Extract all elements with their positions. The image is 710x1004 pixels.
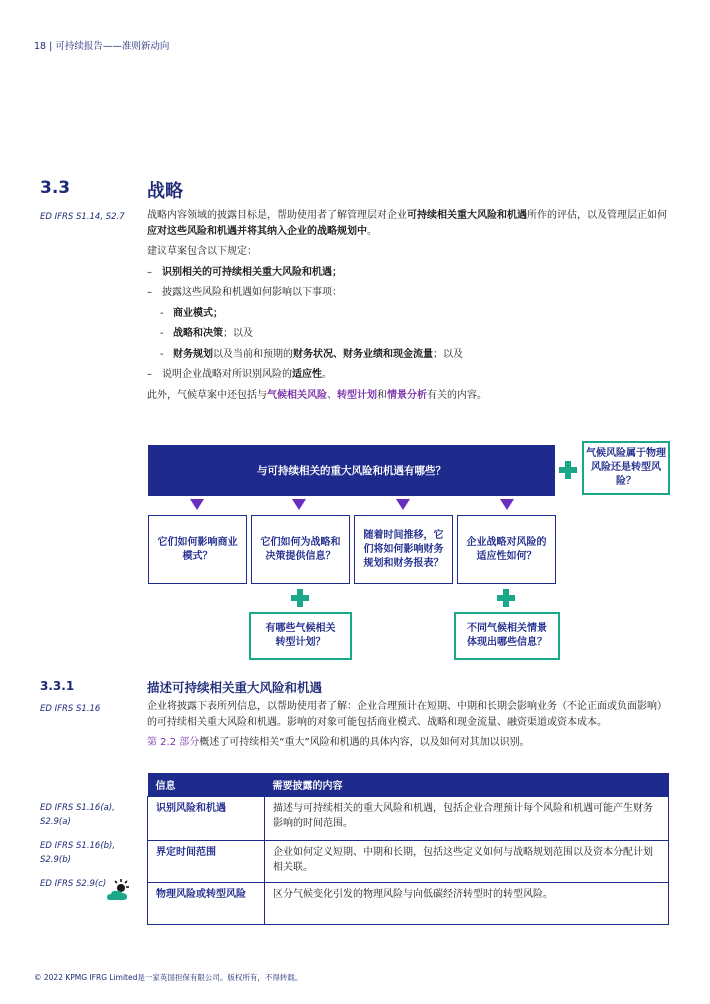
diagram-side-box: 气候风险属于物理风险还是转型风险？ xyxy=(582,441,670,495)
table-cell: 企业如何定义短期、中期和长期，包括这些定义如何与战略规划范围以及资本分配计划相关联。 xyxy=(265,841,669,883)
table-row xyxy=(148,883,669,925)
section-body xyxy=(147,208,675,408)
list-subitem: - 商业模式； xyxy=(160,307,223,319)
subsection-link-paragraph: 第 2.2 部分概述了可持续相关“重大”风险和机遇的具体内容，以及如何对其加以识别。 xyxy=(147,737,530,748)
section-ref: ED IFRS S1.14, S2.7 xyxy=(40,212,125,222)
table-row-ref: ED IFRS S1.16(b), S2.9(b) xyxy=(40,841,116,865)
subsection-number: 3.3.1 xyxy=(40,679,75,693)
table-header: 需要披露的内容 xyxy=(265,773,669,797)
subsection-ref: ED IFRS S1.16 xyxy=(40,704,101,714)
subsection-body xyxy=(147,699,675,756)
page-footer: © 2022 KPMG IFRG Limited是一家英国担保有限公司。版权所有，不得转载。 xyxy=(34,973,303,982)
table-row xyxy=(148,841,669,883)
table-cell: 识别风险和机遇 xyxy=(148,797,265,841)
section-link[interactable]: 第 2.2 部分 xyxy=(147,737,200,748)
table-header: 信息 xyxy=(148,773,265,797)
table-cell: 描述与可持续相关的重大风险和机遇，包括企业合理预计每个风险和机遇可能产生财务影响的时间范围。 xyxy=(265,797,669,841)
subsection-title: 描述可持续相关重大风险和机遇 xyxy=(147,680,323,695)
diagram-question-box: 随着时间推移，它们将如何影响财务规划和财务报表？ xyxy=(354,515,453,584)
rules-intro: 建议草案包含以下规定： xyxy=(147,246,257,257)
diagram-top-box: 与可持续相关的重大风险和机遇有哪些？ xyxy=(148,445,555,496)
page-header: 18 | 可持续报告——准则新动向 xyxy=(34,41,170,52)
list-item: – 披露这些风险和机遇如何影响以下事项： xyxy=(147,287,342,298)
climate-paragraph: 此外，气候草案中还包括与气候相关风险、转型计划和情景分析有关的内容。 xyxy=(147,389,487,401)
list-item: – 识别相关的可持续相关重大风险和机遇； xyxy=(147,266,342,278)
section-title: 战略 xyxy=(147,181,183,202)
arrow-down-icon xyxy=(500,499,514,510)
arrow-down-icon xyxy=(396,499,410,510)
diagram-bottom-box: 有哪些气候相关转型计划？ xyxy=(249,612,352,660)
diagram-bottom-box: 不同气候相关情景体现出哪些信息？ xyxy=(454,612,560,660)
list-item: – 说明企业战略对所识别风险的适应性。 xyxy=(147,369,332,380)
table-cell: 区分气候变化引发的物理风险与向低碳经济转型时的转型风险。 xyxy=(265,883,669,925)
plus-icon xyxy=(291,589,309,607)
subsection-paragraph: 企业将披露下表所列信息，以帮助使用者了解：企业合理预计在短期、中期和长期会影响业务（不论正面或负面影响）的可持续相关重大风险和机遇。影响的对象可能包括商业模式、战略和现金流量、融资渠道或资本成本。 xyxy=(147,701,667,728)
section-number: 3.3 xyxy=(40,178,71,198)
rules-list xyxy=(147,265,675,383)
sun-cloud-icon xyxy=(106,878,132,908)
diagram-question-box: 企业战略对风险的适应性如何？ xyxy=(457,515,556,584)
disclosure-table xyxy=(147,773,669,925)
arrow-down-icon xyxy=(292,499,306,510)
diagram-question-box: 它们如何为战略和决策提供信息？ xyxy=(251,515,350,584)
table-row-ref: ED IFRS S2.9(c) xyxy=(40,879,107,889)
table-row xyxy=(148,797,669,841)
table-cell: 物理风险或转型风险 xyxy=(148,883,265,925)
table-cell: 界定时间范围 xyxy=(148,841,265,883)
intro-paragraph: 战略内容领域的披露目标是，帮助使用者了解管理层对企业可持续相关重大风险和机遇所作的评估，以及管理层正如何应对这些风险和机遇并将其纳入企业的战略规划中。 xyxy=(147,210,667,237)
table-row-ref: ED IFRS S1.16(a), S2.9(a) xyxy=(40,803,115,827)
list-subitem: - 战略和决策；以及 xyxy=(160,328,253,339)
plus-icon xyxy=(497,589,515,607)
arrow-down-icon xyxy=(190,499,204,510)
plus-icon xyxy=(559,461,577,479)
list-subitem: - 财务规划以及当前和预期的财务状况、财务业绩和现金流量；以及 xyxy=(160,348,463,360)
diagram-question-box: 它们如何影响商业模式？ xyxy=(148,515,247,584)
